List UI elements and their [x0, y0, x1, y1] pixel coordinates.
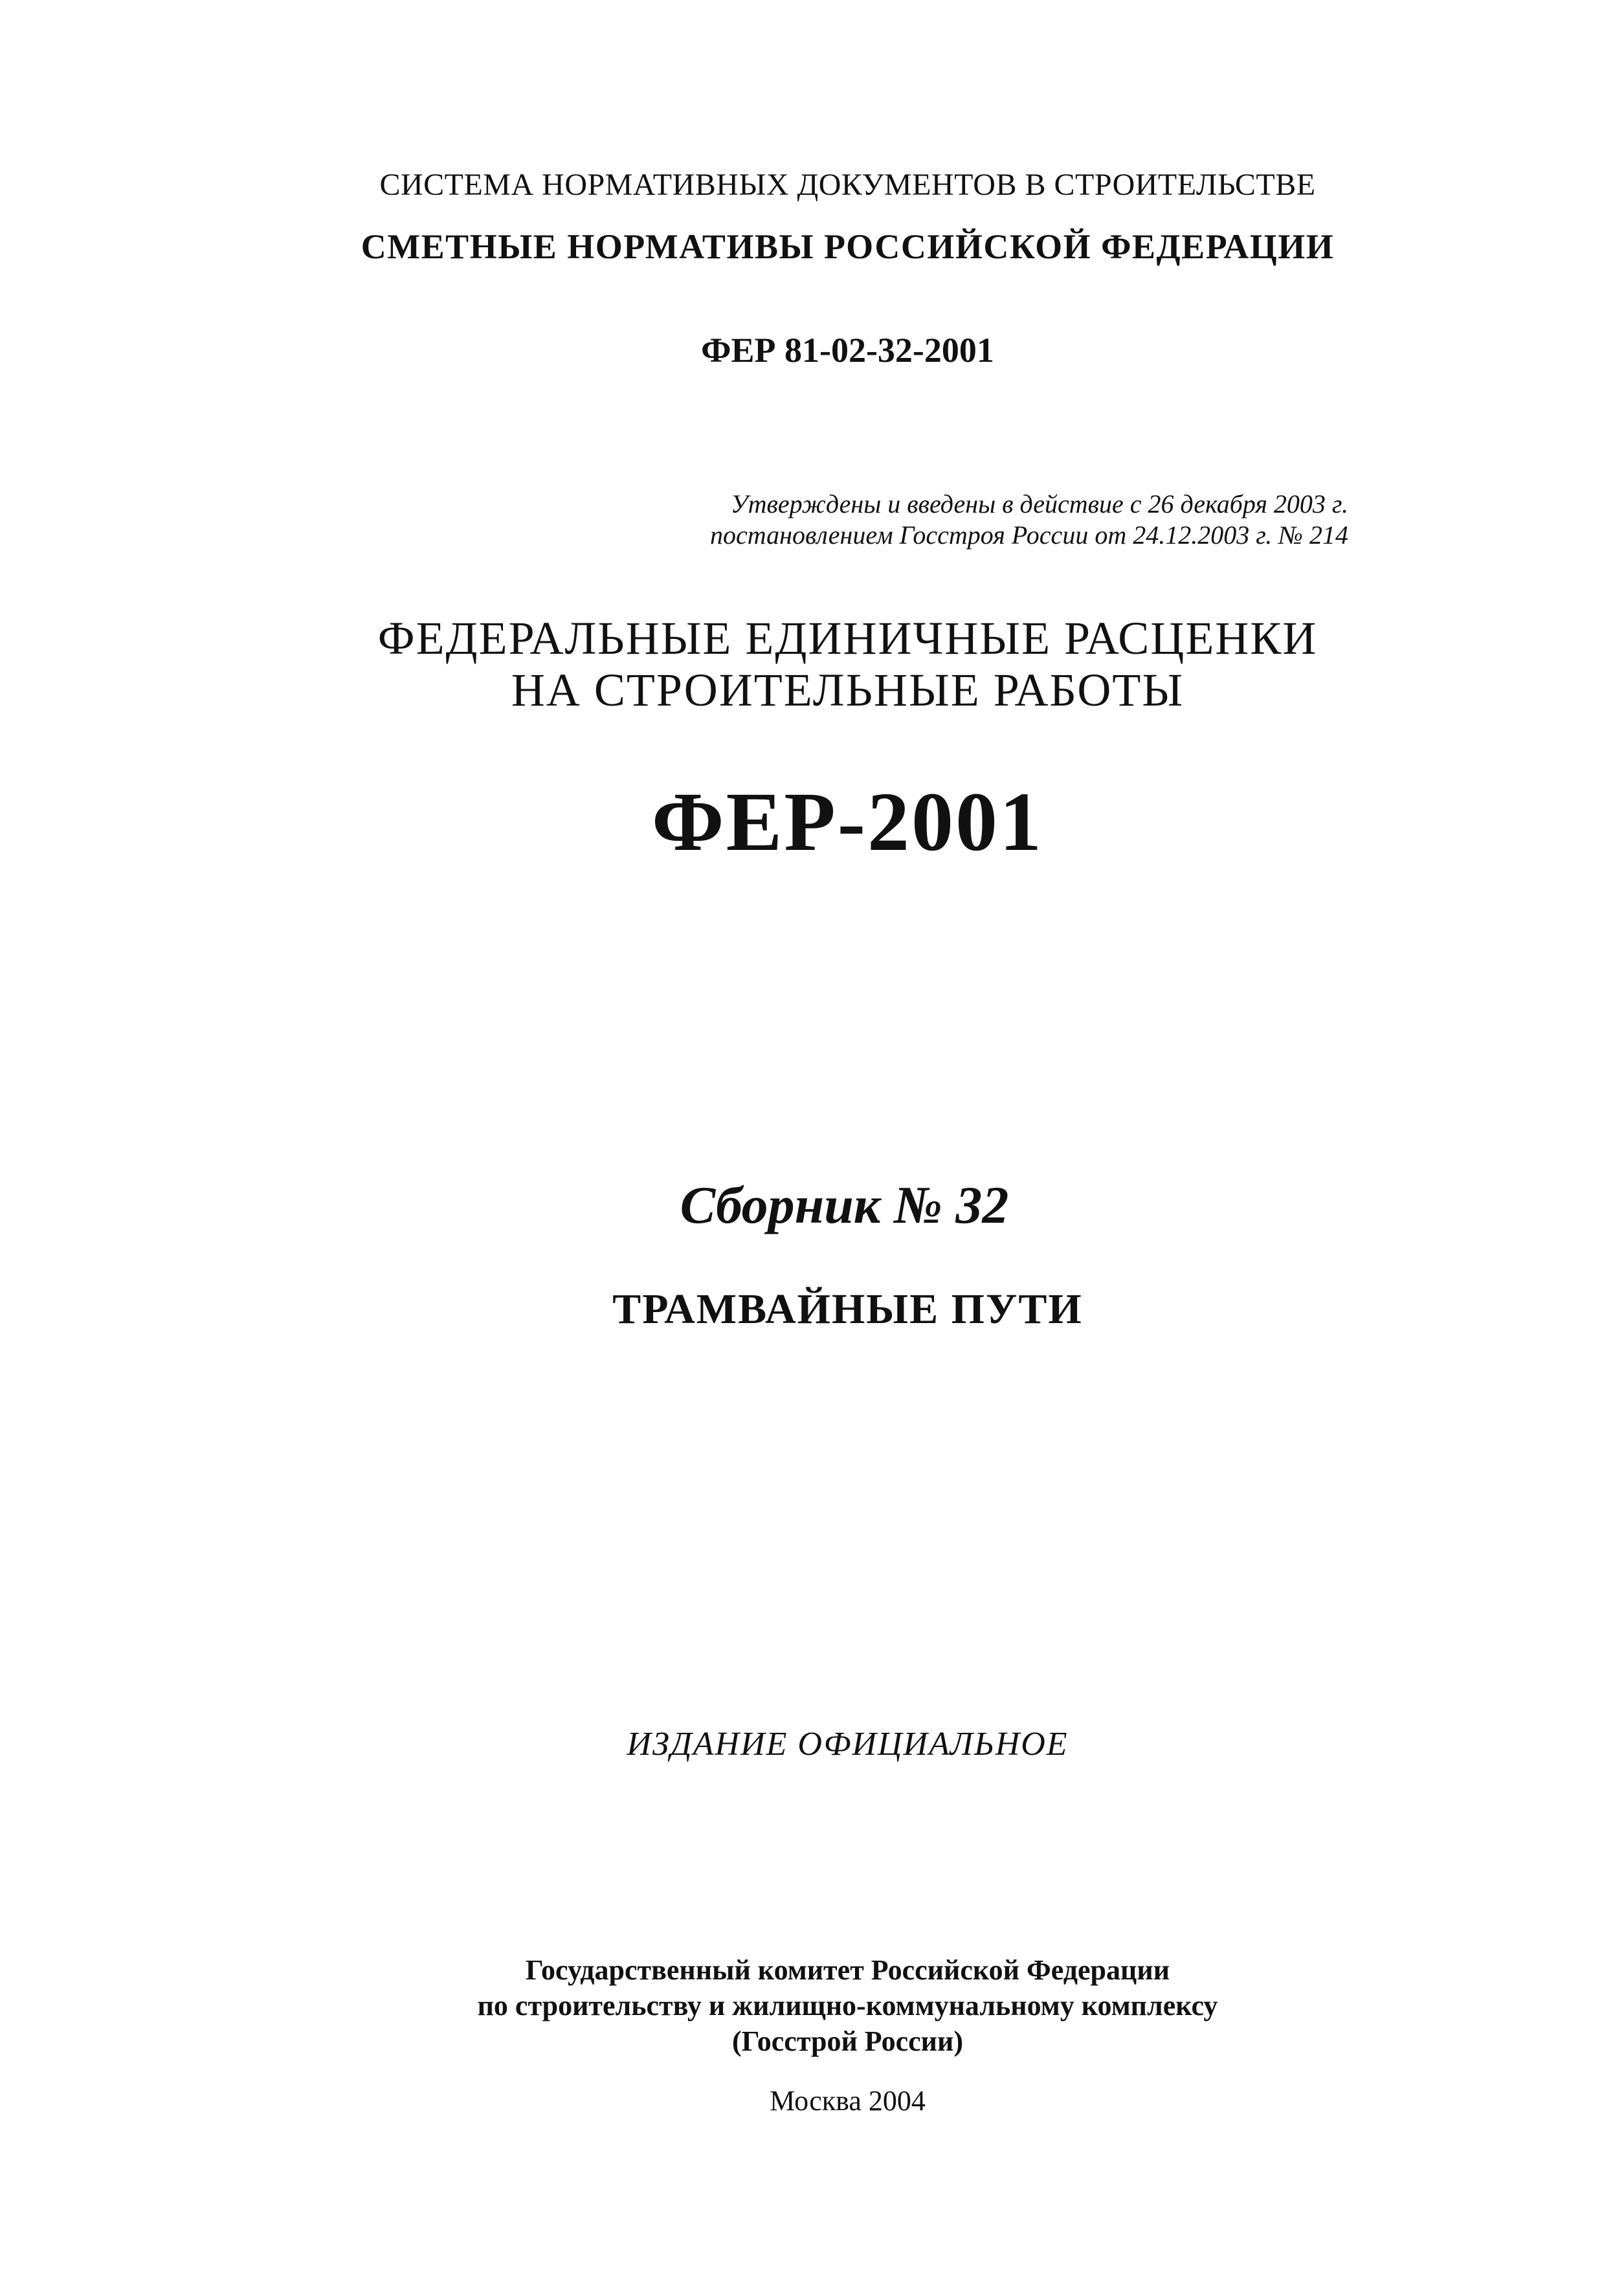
system-line: СИСТЕМА НОРМАТИВНЫХ ДОКУМЕНТОВ В СТРОИТЕЛЬСТВЕ	[379, 168, 1316, 202]
edition-label: ИЗДАНИЕ ОФИЦИАЛЬНОЕ	[627, 1726, 1069, 1763]
estimate-norms-line: СМЕТНЫЕ НОРМАТИВЫ РОССИЙСКОЙ ФЕДЕРАЦИИ	[361, 227, 1335, 266]
publisher-line-1: Государственный комитет Российской Федерации	[525, 1954, 1170, 1986]
publisher-line-3: (Госстрой России)	[731, 2025, 963, 2057]
main-code-title: ФЕР-2001	[651, 775, 1044, 869]
collection-number: Сборник № 32	[680, 1175, 1009, 1234]
title-line-2: НА СТРОИТЕЛЬНЫЕ РАБОТЫ	[511, 664, 1185, 716]
collection-subject: ТРАМВАЙНЫЕ ПУТИ	[612, 1286, 1083, 1333]
approval-line-1: Утверждены и введены в действие с 26 декабря 2003 г.	[730, 489, 1348, 518]
approval-line-2: постановлением Госстроя России от 24.12.2003 г. № 214	[710, 520, 1348, 550]
publisher-line-2: по строительству и жилищно-коммунальному комплексу	[477, 1990, 1218, 2021]
document-code: ФЕР 81-02-32-2001	[701, 331, 994, 370]
title-line-1: ФЕДЕРАЛЬНЫЕ ЕДИНИЧНЫЕ РАСЦЕНКИ	[377, 612, 1318, 664]
imprint-city-year: Москва 2004	[770, 2085, 926, 2117]
